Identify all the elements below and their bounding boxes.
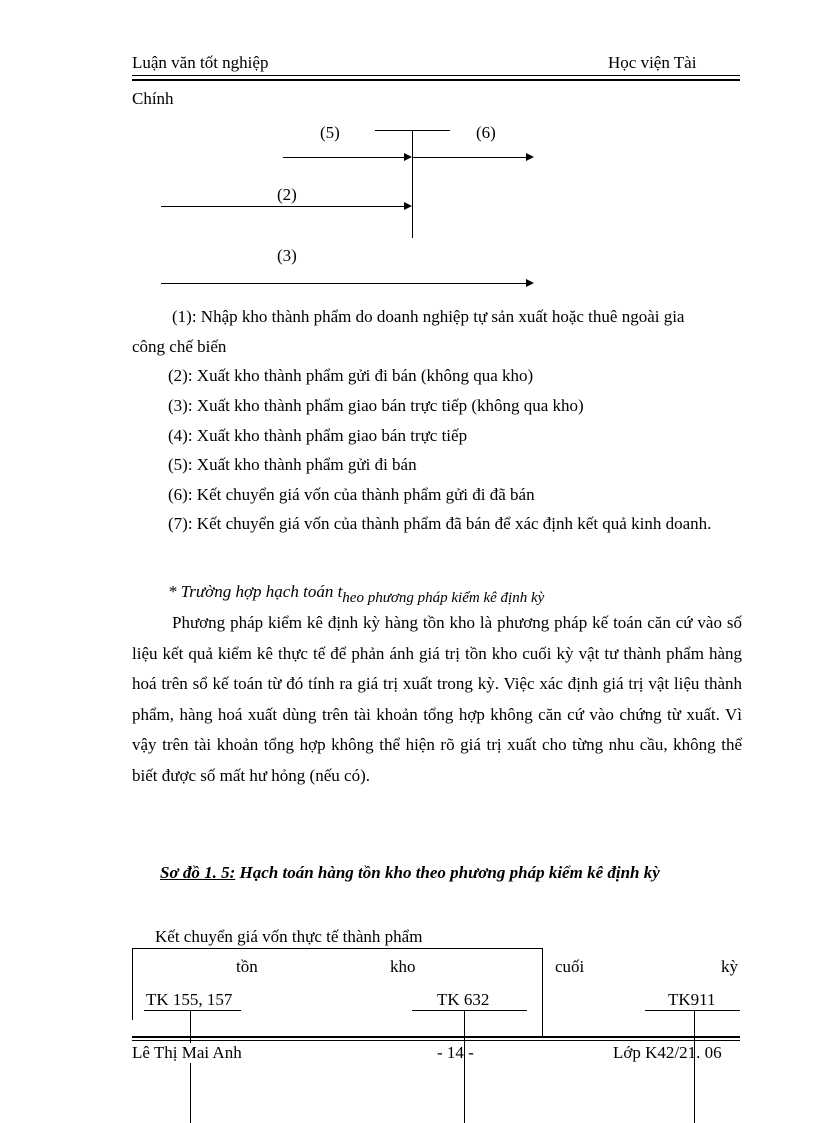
box-top-line <box>132 948 542 949</box>
header-rule-top <box>132 75 740 76</box>
diagram-title-prefix: Sơ đồ 1. 5: <box>160 863 236 882</box>
arrow-5 <box>283 157 410 158</box>
diagram-label-2: (2) <box>277 185 297 204</box>
t-account-vertical <box>412 130 413 238</box>
box-right-line <box>542 948 543 1038</box>
account-tk911: TK911 <box>668 990 716 1009</box>
legend-item-1-line2: công chế biến <box>132 337 227 356</box>
legend-item-5: (5): Xuất kho thành phẩm gửi đi bán <box>168 455 417 474</box>
account-tk155-underline <box>144 1010 241 1011</box>
legend-item-1 <box>132 302 742 362</box>
legend-item-1-line1: (1): Nhập kho thành phẩm do doanh nghiệp tự sản xuất hoặc thuê ngoài gia <box>172 307 685 326</box>
header-left: Luận văn tốt nghiệp <box>132 53 269 72</box>
tk632-vertical <box>464 1010 465 1123</box>
legend-item-4: (4): Xuất kho thành phẩm giao bán trực tiếp <box>168 426 468 445</box>
diagram-title <box>160 863 660 883</box>
transfer-word-kho: kho <box>390 957 416 976</box>
arrow-2 <box>161 206 410 207</box>
section-body-text: Phương pháp kiểm kê định kỳ hàng tồn kho là phương pháp kế toán căn cứ vào số liệu kết quả kiểm kê thực tế để phản ánh giá trị tồn kho cuối kỳ vật tư thành phẩm hàng hoá trên sổ kế toán từ đó tính ra giá trị xuất trong kỳ. Việc xác định giá trị vật liệu thành phẩm, hàng hoá xuất dùng trên tài khoản tổng hợp không căn cứ vào chứng từ xuất. Vì vậy trên tài khoản tổng hợp không thể hiện rõ giá trị xuất cho từng nhu cầu, không thể biết được số mất hư hỏng (nếu có). <box>132 613 742 785</box>
footer-left: Lê Thị Mai Anh <box>132 1043 242 1062</box>
section-heading <box>168 582 545 606</box>
legend-item-3: (3): Xuất kho thành phẩm giao bán trực tiếp (không qua kho) <box>168 396 584 415</box>
section-heading-part2: heo phương pháp kiểm kê định kỳ <box>342 590 545 606</box>
account-tk632: TK 632 <box>437 990 490 1009</box>
arrow-3 <box>161 283 532 284</box>
transfer-word-ky: kỳ <box>721 957 738 976</box>
header-right: Học viện Tài <box>608 53 697 72</box>
diagram-label-5: (5) <box>320 123 340 142</box>
tk911-vertical <box>694 1010 695 1123</box>
footer-right: Lớp K42/21. 06 <box>613 1043 722 1062</box>
account-tk911-underline <box>645 1010 740 1011</box>
legend-item-2: (2): Xuất kho thành phẩm gửi đi bán (không qua kho) <box>168 366 534 385</box>
box-left-line <box>132 948 133 1020</box>
transfer-label: Kết chuyển giá vốn thực tế thành phẩm <box>155 927 423 946</box>
tk155-vertical <box>190 1010 191 1123</box>
diagram-label-3: (3) <box>277 246 297 265</box>
section-body <box>132 608 742 791</box>
section-heading-part1: * Trường hợp hạch toán t <box>168 582 343 601</box>
footer-page-number: - 14 - <box>437 1043 474 1062</box>
legend-item-6: (6): Kết chuyển giá vốn của thành phẩm gửi đi đã bán <box>168 485 535 504</box>
arrow-6 <box>413 157 532 158</box>
diagram-label-6: (6) <box>476 123 496 142</box>
footer-rule-bottom <box>132 1040 740 1041</box>
transfer-word-ton: tồn <box>236 957 258 976</box>
header-continued: Chính <box>132 89 174 108</box>
account-tk155-157: TK 155, 157 <box>146 990 233 1009</box>
header-rule-bottom <box>132 79 740 81</box>
diagram-title-rest: Hạch toán hàng tồn kho theo phương pháp kiểm kê định kỳ <box>235 863 660 882</box>
account-tk632-underline <box>412 1010 527 1011</box>
legend-item-7: (7): Kết chuyển giá vốn của thành phẩm đã bán để xác định kết quả kinh doanh. <box>168 514 712 533</box>
transfer-word-cuoi: cuối <box>555 957 585 976</box>
footer-rule-top <box>132 1036 740 1038</box>
